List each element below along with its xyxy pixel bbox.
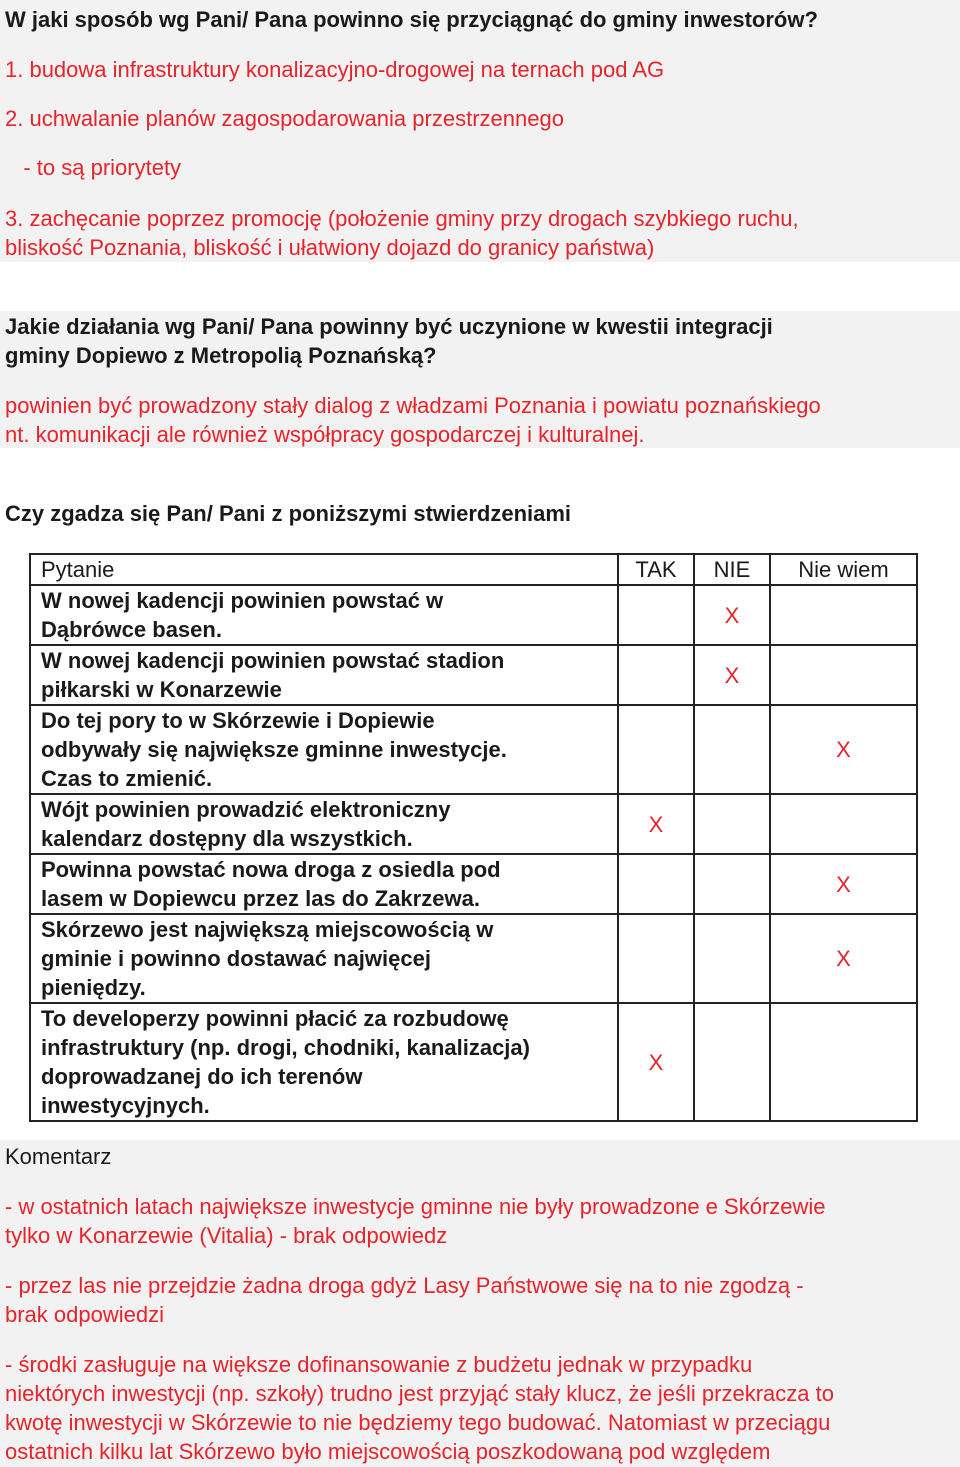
comment-line: kwotę inwestycji w Skórzewie to nie będziemy tego budować. Natomiast w przeciągu — [5, 1410, 831, 1435]
comment-line: tylko w Konarzewie (Vitalia) - brak odpowiedz — [5, 1223, 448, 1248]
statement-text: infrastruktury (np. drogi, chodniki, kanalizacja) — [41, 1035, 530, 1060]
answer-nie — [694, 794, 770, 854]
answer-nie: X — [694, 585, 770, 645]
comment-line: - przez las nie przejdzie żadna droga gdyż Lasy Państwowe się na to nie zgodzą - — [5, 1273, 804, 1298]
answer-nie-wiem — [770, 1003, 917, 1121]
answer-line: nt. komunikacji ale również współpracy gospodarczej i kulturalnej. — [5, 422, 645, 447]
statement-text: W nowej kadencji powinien powstać w — [41, 588, 444, 613]
answer-nie-wiem: X — [770, 854, 917, 914]
statement-text: Czas to zmienić. — [41, 766, 213, 791]
answer-nie-wiem — [770, 585, 917, 645]
answer-tak — [618, 914, 694, 1003]
question-integration: Jakie działania wg Pani/ Pana powinny być uczynione w kwestii integracji — [5, 314, 773, 339]
comment-line: - w ostatnich latach największe inwestycje gminne nie były prowadzone e Skórzewie — [5, 1194, 826, 1219]
table-row — [30, 1003, 917, 1121]
statement-text: lasem w Dopiewcu przez las do Zakrzewa. — [41, 886, 480, 911]
table-row — [30, 854, 917, 914]
answer-line: - to są priorytety — [5, 155, 182, 180]
comment-line: niektórych inwestycji (np. szkoły) trudno jest przyjąć stały klucz, że jeśli przekracza to — [5, 1381, 834, 1406]
statement-text: doprowadzanej do ich terenów — [41, 1064, 363, 1089]
answer-tak: X — [618, 1003, 694, 1121]
statement-text: kalendarz dostępny dla wszystkich. — [41, 826, 413, 851]
table-row — [30, 794, 917, 854]
statement-text: gminie i powinno dostawać najwięcej — [41, 946, 431, 971]
statement-text: Wójt powinien prowadzić elektroniczny — [41, 797, 451, 822]
answer-nie — [694, 1003, 770, 1121]
question-investors: W jaki sposób wg Pani/ Pana powinno się przyciągnąć do gminy inwestorów? — [5, 7, 818, 32]
comment-line: - środki zasługuje na większe dofinansowanie z budżetu jednak w przypadku — [5, 1352, 753, 1377]
answer-line: 1. budowa infrastruktury konalizacyjno-drogowej na ternach pod AG — [5, 57, 665, 82]
table-header-row — [30, 554, 917, 585]
header-nie: NIE — [694, 554, 770, 585]
table-row — [30, 914, 917, 1003]
statement-text: Do tej pory to w Skórzewie i Dopiewie — [41, 708, 435, 733]
header-pytanie: Pytanie — [30, 554, 618, 585]
answer-line: 2. uchwalanie planów zagospodarowania przestrzennego — [5, 106, 564, 131]
comment-line: ostatnich kilku lat Skórzewo było miejscowością poszkodowaną pod względem — [5, 1439, 771, 1464]
comment-label: Komentarz — [5, 1144, 112, 1169]
answer-nie — [694, 705, 770, 794]
statement-text: inwestycyjnych. — [41, 1093, 210, 1118]
answer-line: bliskość Poznania, bliskość i ułatwiony dojazd do granicy państwa) — [5, 235, 655, 260]
statement-text: pieniędzy. — [41, 975, 146, 1000]
statement-text: W nowej kadencji powinien powstać stadion — [41, 648, 505, 673]
question-integration-cont: gminy Dopiewo z Metropolią Poznańską? — [5, 343, 437, 368]
answer-nie-wiem: X — [770, 914, 917, 1003]
answer-tak — [618, 705, 694, 794]
header-tak: TAK — [618, 554, 694, 585]
statement-text: To developerzy powinni płacić za rozbudowę — [41, 1006, 509, 1031]
statement-text: Powinna powstać nowa droga z osiedla pod — [41, 857, 501, 882]
statements-title: Czy zgadza się Pan/ Pani z poniższymi stwierdzeniami — [5, 501, 572, 526]
answer-line: 3. zachęcanie poprzez promocję (położenie gminy przy drogach szybkiego ruchu, — [5, 206, 799, 231]
answer-tak — [618, 585, 694, 645]
answer-nie: X — [694, 645, 770, 705]
statement-text: Dąbrówce basen. — [41, 617, 222, 642]
table-row — [30, 645, 917, 705]
comment-line: brak odpowiedzi — [5, 1302, 164, 1327]
answer-line: powinien być prowadzony stały dialog z władzami Poznania i powiatu poznańskiego — [5, 393, 821, 418]
table-row — [30, 705, 917, 794]
answer-nie-wiem: X — [770, 705, 917, 794]
statement-text: piłkarski w Konarzewie — [41, 677, 282, 702]
answer-tak — [618, 854, 694, 914]
answer-nie — [694, 914, 770, 1003]
statement-text: odbywały się największe gminne inwestycje. — [41, 737, 507, 762]
answer-nie-wiem — [770, 645, 917, 705]
answer-nie-wiem — [770, 794, 917, 854]
answer-nie — [694, 854, 770, 914]
table-row — [30, 585, 917, 645]
answer-tak — [618, 645, 694, 705]
header-nie-wiem: Nie wiem — [770, 554, 917, 585]
answer-tak: X — [618, 794, 694, 854]
statements-table — [29, 553, 918, 1122]
statement-text: Skórzewo jest największą miejscowością w — [41, 917, 494, 942]
